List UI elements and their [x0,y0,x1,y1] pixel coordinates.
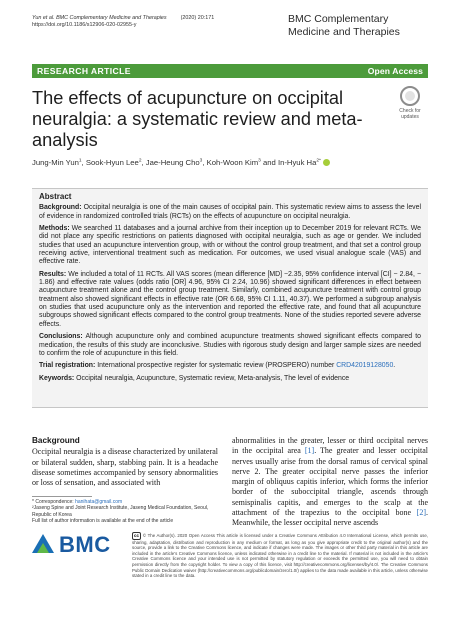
abstract-methods [39,225,421,267]
results-label: Results: [39,270,67,278]
author-list: Jung-Min Yun$^1$, Sook-Hyun Lee$^2$, Jae-Heung Cho$^3$, Koh-Woon Kim$^3$ and In-Hyuk $Ha^{2*}$ [32,158,428,167]
author-affiliation-mark: 3 [258,158,261,164]
section-heading: Background [32,436,80,445]
abstract-heading: Abstract [39,192,72,201]
abstract-results [39,271,421,329]
author-name[interactable]: Koh-Woon Kim [206,158,259,167]
author-name[interactable]: Jung-Min Yun [32,158,79,167]
correspondence-label: * Correspondence: [32,499,76,505]
trial-label: Trial registration: [39,362,96,370]
trial-number-link[interactable]: CRD42019128050 [336,362,394,370]
journal-name: BMC Complementary Medicine and Therapies [288,13,400,38]
conclusions-text: Although acupuncture only and combined acupuncture treatments showed significant effects compared to medication, the results of this study are inconclusive. Studies with rigorous study design and larger sample sizes are needed to confirm the role of acupuncture in this field. [39,333,421,357]
background-label: Background: [39,204,82,212]
author-affiliation-mark: 3 [199,158,203,164]
abstract-conclusions [39,333,421,358]
author-name[interactable]: Sook-Hyun Lee [85,158,139,167]
license-statement [132,532,428,579]
citation-journal: Yun et al. BMC Complementary Medicine and Therapies [32,15,167,21]
bmc-logo [32,532,122,556]
article-title: The effects of acupuncture on occipital neuralgia: a systematic review and meta-analysis [32,88,363,150]
citation-year-volume: (2020) 20:171 [180,15,215,21]
check-for-updates-icon [400,86,420,106]
citation-header [32,15,214,29]
body-left-column [32,436,218,488]
bmc-logo-mark-inner [37,543,49,553]
abstract-keywords [39,375,421,383]
body-right-column [232,436,428,529]
abstract-background [39,204,421,221]
license-text: © The Author(s). 2020 Open Access This article is licensed under a Creative Commons Attribution 4.0 International License, which permits use, sharing, adaptation, distribution and reproduction in any medium or format, as long as you give appropriate credit to the original author(s) and the source, provide a link to the Creative Commons licence, and indicate if changes were made. The images or other third party material in this article are included in the article's Creative Commons licence, unless indicated otherwise in a credit line to the material. If material is not included in the article's Creative Commons licence and your intended use is not permitted by statutory regulation or exceeds the permitted use, you will need to obtain permission directly from the copyright holder. To view a copy of this licence, visit http://creativecommons.org/licenses/by/4.0/. The Creative Commons Public Domain Dedication waiver (http://creativecommons.org/publicdomain/zero/1.0/) applies to the data made available in this article, unless otherwise stated in a credit line to the data. [132,533,428,579]
citation-link[interactable]: [2] [416,508,426,518]
author-affiliation-mark: 1 [78,158,82,164]
trial-text: International prospective register for systematic review (PROSPERO) number [97,362,337,370]
body-paragraph: Occipital neuralgia is a disease characterized by unilateral or bilateral sudden, sharp, stabbing pain. It is a headache disease sometimes accompanied by sensory abnormalities or loss of sensation, and associated with [32,447,218,488]
body-paragraph-part: abnormalities in the greater, lesser or third occipital nerves in the occipital area [232,436,428,456]
background-text: Occipital neuralgia is one of the main causes of occipital pain. This systematic review aims to assess the level of evidence in randomized controlled trials (RCTs) on the effects of acupuncture on occipital neuralgia. [39,204,421,220]
body-paragraph-part: . Meanwhile, the lesser occipital nerve ascends [232,508,428,528]
author-info-note: Full list of author information is available at the end of the article [32,518,174,525]
footnote-divider [32,496,92,497]
author-name[interactable]: Jae-Heung Cho [145,158,200,167]
article-type-label: RESEARCH ARTICLE [37,66,131,76]
creative-commons-icon: cc [134,533,139,538]
footnotes [32,499,222,525]
methods-text: We searched 11 databases and a journal archive from their inception up to December 2019 for relevant RCTs. We did not place any specific restrictions on patients diagnosed with occipital neuralgia, such as age or gender. We included studies that used an acupuncture intervention group, with or without the control group treatment, and that set a control group receiving active, interventional treatment such as medication. For outcomes, we used visual analogue scale (VAS) and effective rate. [39,225,421,266]
author-name[interactable]: In-Hyuk Ha [277,158,317,167]
keywords-label: Keywords: [39,374,75,382]
check-for-updates-label: Check for updates [399,108,421,120]
body-paragraph-part: . The greater and lesser occipital nerves usually arise from the dorsal ramus of cervical spinal nerve 2. The greater occipital nerve passes the inferior margin of obliquus capitis inferior, which forms the inferior border of the suboccipital triangle, ascends through semispinalis capitis, and emerges to the scalp at the attachment of the trapezius to the occipital bone [232,446,428,518]
open-access-label: Open Access [367,66,423,76]
article-type-band [32,64,428,78]
conclusions-label: Conclusions: [39,333,83,341]
methods-label: Methods: [39,225,70,233]
orcid-icon[interactable] [323,159,330,166]
doi-link[interactable]: https://doi.org/10.1186/s12906-020-02955-y [32,22,137,29]
results-text: We included a total of 11 RCTs. All VAS scores (mean difference [MD] −2.35, 95% confidence interval [CI] − 2.84, − 1.86) and effective rate values (odds ratio [OR] 4.96, 95% CI 2.24, 10.96) showed significant differences in effect between acupuncture treatment alone and the control group treatment. Similarly, combined acupuncture treatment with control group treatment also showed significant effects in effective rate (OR 6.68, 95% CI 1.11, 40.37). We performed a subgroup analysis on studies that used acupuncture only as the intervention and reported the effective rate, and found that all acupuncture subgroups showed significant effects compared to the control group treatments. None of the studies reported severe adverse effects. [39,270,421,328]
bmc-logo-text: BMC [59,532,111,557]
correspondence-email[interactable]: hanihata@gmail.com [75,499,123,505]
keywords-text: Occipital neuralgia, Acupuncture, Systematic review, Meta-analysis, The level of evidence [76,374,350,382]
author-affiliation-mark: 2* [316,158,321,164]
check-for-updates-badge[interactable] [393,86,427,124]
abstract-trial-registration: Trial registration: International prospective register for systematic review (PROSPERO) number CRD42019128050. [39,362,396,370]
author-affiliation-mark: 2 [138,158,142,164]
citation-link[interactable]: [1] [304,446,315,456]
affiliation-note: ²Jaseng Spine and Joint Research Institute, Jaseng Medical Foundation, Seoul, Republic of Korea [32,505,209,518]
abstract-box [32,188,428,408]
